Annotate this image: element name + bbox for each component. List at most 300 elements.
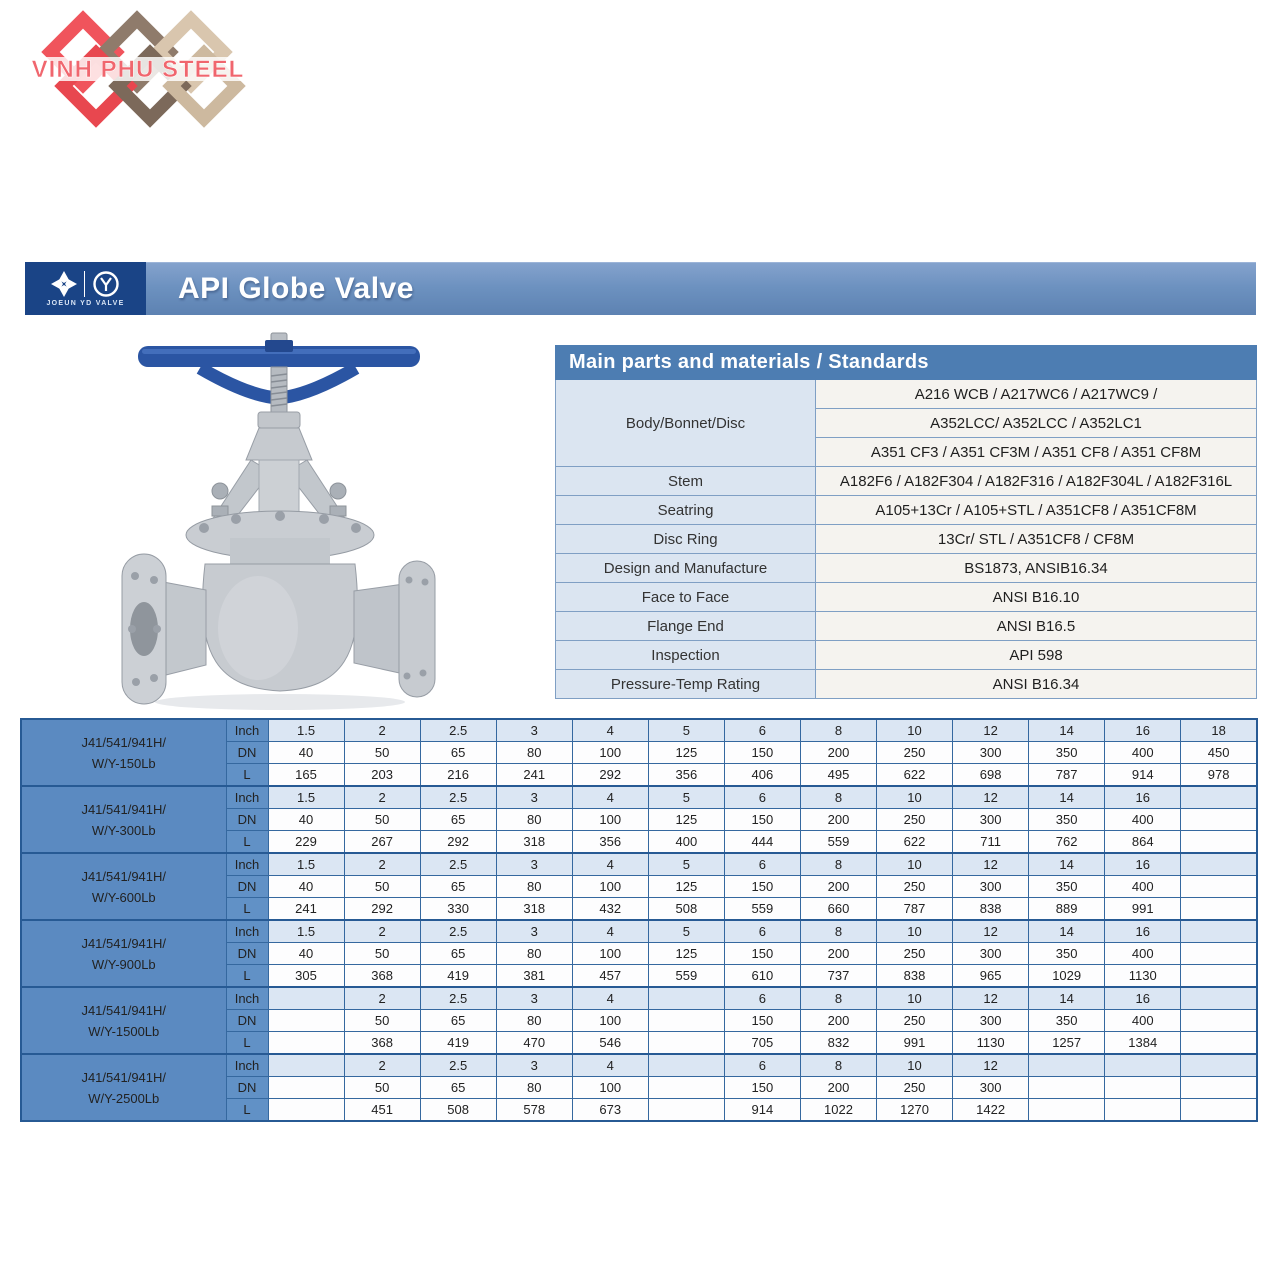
model-rating: W/Y-2500Lb	[88, 1090, 160, 1106]
dim-value-cell: 40	[268, 809, 344, 831]
materials-row	[556, 496, 1257, 525]
dim-value-cell: 16	[1105, 853, 1181, 876]
dim-value-cell: 622	[877, 831, 953, 854]
dim-value-cell: 12	[953, 786, 1029, 809]
dim-value-cell: 419	[420, 965, 496, 988]
dim-value-cell: 16	[1105, 920, 1181, 943]
materials-row	[556, 467, 1257, 496]
dim-value-cell: 5	[648, 920, 724, 943]
dim-value-cell: 200	[800, 943, 876, 965]
dim-value-cell: 1422	[953, 1099, 1029, 1122]
dim-value-cell: 100	[572, 1077, 648, 1099]
dim-value-cell: 250	[877, 1010, 953, 1032]
dim-value-cell	[648, 1010, 724, 1032]
dim-value-cell: 14	[1029, 987, 1105, 1010]
dim-value-cell: 12	[953, 719, 1029, 742]
material-part-label: Disc Ring	[556, 525, 816, 554]
dim-value-cell: 3	[496, 853, 572, 876]
dim-value-cell: 3	[496, 719, 572, 742]
dim-value-cell: 150	[724, 943, 800, 965]
dim-value-cell: 419	[420, 1032, 496, 1055]
dim-value-cell	[1181, 1010, 1257, 1032]
dim-value-cell: 559	[648, 965, 724, 988]
material-spec-value: ANSI B16.34	[816, 670, 1257, 699]
dim-value-cell: 1022	[800, 1099, 876, 1122]
page-title: API Globe Valve	[178, 272, 414, 305]
dim-value-cell: 65	[420, 1010, 496, 1032]
dimension-row	[21, 987, 1257, 1010]
dim-value-cell: 80	[496, 809, 572, 831]
brand-divider	[84, 271, 85, 297]
dim-value-cell	[1105, 1054, 1181, 1077]
material-part-label: Body/Bonnet/Disc	[556, 380, 816, 467]
dim-value-cell	[648, 987, 724, 1010]
dim-value-cell: 50	[344, 943, 420, 965]
dim-value-cell: 832	[800, 1032, 876, 1055]
row-header-dn: DN	[226, 943, 268, 965]
dim-value-cell: 546	[572, 1032, 648, 1055]
dim-value-cell: 18	[1181, 719, 1257, 742]
dim-value-cell: 318	[496, 898, 572, 921]
model-label-cell	[21, 719, 226, 786]
row-header-dn: DN	[226, 876, 268, 898]
logo-diamonds-graphic	[28, 10, 248, 128]
dim-value-cell: 991	[1105, 898, 1181, 921]
dim-value-cell: 2.5	[420, 987, 496, 1010]
dim-value-cell: 2	[344, 719, 420, 742]
material-spec-value: A216 WCB / A217WC6 / A217WC9 /	[816, 380, 1257, 409]
dim-value-cell: 65	[420, 876, 496, 898]
dim-value-cell	[1181, 965, 1257, 988]
dim-value-cell: 200	[800, 1077, 876, 1099]
row-header-l: L	[226, 1032, 268, 1055]
dim-value-cell: 125	[648, 943, 724, 965]
dim-value-cell: 1.5	[268, 853, 344, 876]
dim-value-cell	[268, 1099, 344, 1122]
model-series: J41/541/941H/	[81, 734, 167, 750]
dim-value-cell: 150	[724, 1077, 800, 1099]
brand-caption: JOEUN YD VALVE	[46, 300, 125, 307]
dim-value-cell: 4	[572, 853, 648, 876]
dim-value-cell: 200	[800, 876, 876, 898]
dim-value-cell: 40	[268, 876, 344, 898]
dim-value-cell: 318	[496, 831, 572, 854]
dim-value-cell: 80	[496, 742, 572, 764]
dimension-row	[21, 920, 1257, 943]
dim-value-cell: 40	[268, 742, 344, 764]
dim-value-cell: 16	[1105, 786, 1181, 809]
material-spec-value: A182F6 / A182F304 / A182F316 / A182F304L / A182F316L	[816, 467, 1257, 496]
material-spec-value: ANSI B16.5	[816, 612, 1257, 641]
dim-value-cell	[1181, 831, 1257, 854]
dim-value-cell: 400	[1105, 1010, 1181, 1032]
dim-value-cell: 400	[1105, 742, 1181, 764]
globe-valve-illustration	[108, 328, 453, 713]
dim-value-cell: 4	[572, 987, 648, 1010]
model-rating: W/Y-1500Lb	[88, 1023, 160, 1039]
dim-value-cell: 4	[572, 920, 648, 943]
dim-value-cell: 305	[268, 965, 344, 988]
model-label-cell	[21, 920, 226, 987]
dim-value-cell: 8	[800, 853, 876, 876]
dim-value-cell: 991	[877, 1032, 953, 1055]
dim-value-cell: 241	[268, 898, 344, 921]
dim-value-cell: 65	[420, 1077, 496, 1099]
dim-value-cell: 100	[572, 876, 648, 898]
dim-value-cell: 50	[344, 1010, 420, 1032]
row-header-l: L	[226, 965, 268, 988]
dim-value-cell: 216	[420, 764, 496, 787]
dim-value-cell	[1181, 898, 1257, 921]
dim-value-cell: 300	[953, 742, 1029, 764]
dim-value-cell	[1181, 1032, 1257, 1055]
dim-value-cell: 300	[953, 943, 1029, 965]
dim-value-cell: 100	[572, 809, 648, 831]
dim-value-cell	[1181, 876, 1257, 898]
dim-value-cell: 14	[1029, 853, 1105, 876]
dim-value-cell: 10	[877, 719, 953, 742]
material-spec-value: A352LCC/ A352LCC / A352LC1	[816, 409, 1257, 438]
dim-value-cell: 2	[344, 920, 420, 943]
section-header-bar	[25, 262, 1256, 315]
dim-value-cell: 6	[724, 1054, 800, 1077]
dim-value-cell: 400	[1105, 876, 1181, 898]
dimension-row	[21, 719, 1257, 742]
dim-value-cell: 705	[724, 1032, 800, 1055]
dim-value-cell: 350	[1029, 943, 1105, 965]
dim-value-cell: 200	[800, 1010, 876, 1032]
dim-value-cell: 80	[496, 943, 572, 965]
dim-value-cell: 914	[1105, 764, 1181, 787]
dimensions-table	[20, 718, 1258, 1122]
dim-value-cell	[1029, 1077, 1105, 1099]
dim-value-cell: 470	[496, 1032, 572, 1055]
dim-value-cell: 711	[953, 831, 1029, 854]
row-header-l: L	[226, 1099, 268, 1122]
dim-value-cell: 150	[724, 1010, 800, 1032]
dim-value-cell: 356	[572, 831, 648, 854]
dim-value-cell: 400	[648, 831, 724, 854]
dim-value-cell: 3	[496, 987, 572, 1010]
dim-value-cell: 737	[800, 965, 876, 988]
dim-value-cell	[1181, 853, 1257, 876]
dim-value-cell	[1105, 1099, 1181, 1122]
valve-product-image	[108, 328, 453, 713]
dim-value-cell: 2	[344, 853, 420, 876]
dim-value-cell: 356	[648, 764, 724, 787]
dim-value-cell: 6	[724, 987, 800, 1010]
dim-value-cell: 578	[496, 1099, 572, 1122]
dim-value-cell	[648, 1099, 724, 1122]
dim-value-cell	[1181, 809, 1257, 831]
dim-value-cell: 2.5	[420, 920, 496, 943]
dim-value-cell: 200	[800, 742, 876, 764]
model-label-cell	[21, 786, 226, 853]
dim-value-cell: 2	[344, 987, 420, 1010]
dim-value-cell: 300	[953, 876, 1029, 898]
brand-box	[25, 262, 146, 315]
dim-value-cell: 838	[953, 898, 1029, 921]
dim-value-cell: 914	[724, 1099, 800, 1122]
dim-value-cell: 787	[877, 898, 953, 921]
dim-value-cell: 50	[344, 742, 420, 764]
row-header-inch: Inch	[226, 786, 268, 809]
dim-value-cell: 2	[344, 786, 420, 809]
dim-value-cell: 125	[648, 876, 724, 898]
dim-value-cell: 125	[648, 742, 724, 764]
dim-value-cell: 450	[1181, 742, 1257, 764]
row-header-l: L	[226, 764, 268, 787]
dimension-row	[21, 853, 1257, 876]
dim-value-cell: 787	[1029, 764, 1105, 787]
dim-value-cell: 6	[724, 786, 800, 809]
materials-row	[556, 641, 1257, 670]
dim-value-cell: 5	[648, 853, 724, 876]
dim-value-cell: 10	[877, 1054, 953, 1077]
row-header-inch: Inch	[226, 1054, 268, 1077]
dim-value-cell	[648, 1077, 724, 1099]
materials-title: Main parts and materials / Standards	[556, 346, 1257, 380]
dim-value-cell: 6	[724, 719, 800, 742]
dim-value-cell	[268, 1010, 344, 1032]
dim-value-cell: 40	[268, 943, 344, 965]
model-label-cell	[21, 853, 226, 920]
dim-value-cell: 80	[496, 1077, 572, 1099]
material-spec-value: 13Cr/ STL / A351CF8 / CF8M	[816, 525, 1257, 554]
dim-value-cell: 250	[877, 742, 953, 764]
dim-value-cell: 1257	[1029, 1032, 1105, 1055]
dim-value-cell: 267	[344, 831, 420, 854]
dim-value-cell: 100	[572, 742, 648, 764]
model-rating: W/Y-900Lb	[91, 956, 156, 972]
dim-value-cell: 10	[877, 786, 953, 809]
dim-value-cell: 559	[800, 831, 876, 854]
dim-value-cell: 350	[1029, 876, 1105, 898]
dim-value-cell: 250	[877, 876, 953, 898]
dim-value-cell: 50	[344, 876, 420, 898]
dim-value-cell: 100	[572, 943, 648, 965]
circle-y-logo-icon	[92, 270, 120, 298]
dim-value-cell: 2.5	[420, 853, 496, 876]
model-rating: W/Y-150Lb	[91, 755, 156, 771]
dim-value-cell: 8	[800, 719, 876, 742]
model-series: J41/541/941H/	[81, 1069, 167, 1085]
dim-value-cell: 2	[344, 1054, 420, 1077]
row-header-inch: Inch	[226, 853, 268, 876]
dim-value-cell: 10	[877, 853, 953, 876]
dim-value-cell: 300	[953, 809, 1029, 831]
dim-value-cell: 16	[1105, 719, 1181, 742]
model-label-cell	[21, 1054, 226, 1121]
material-part-label: Design and Manufacture	[556, 554, 816, 583]
dim-value-cell: 6	[724, 853, 800, 876]
dim-value-cell: 65	[420, 943, 496, 965]
dim-value-cell: 12	[953, 920, 1029, 943]
dim-value-cell: 660	[800, 898, 876, 921]
row-header-dn: DN	[226, 1077, 268, 1099]
material-spec-value: API 598	[816, 641, 1257, 670]
dim-value-cell: 8	[800, 786, 876, 809]
dim-value-cell: 65	[420, 809, 496, 831]
row-header-inch: Inch	[226, 719, 268, 742]
material-spec-value: A351 CF3 / A351 CF3M / A351 CF8 / A351 CF8M	[816, 438, 1257, 467]
row-header-l: L	[226, 831, 268, 854]
dim-value-cell: 978	[1181, 764, 1257, 787]
dim-value-cell	[648, 1032, 724, 1055]
material-part-label: Inspection	[556, 641, 816, 670]
dim-value-cell: 292	[572, 764, 648, 787]
maltese-cross-icon	[51, 271, 77, 297]
dim-value-cell	[268, 1077, 344, 1099]
dim-value-cell	[1181, 786, 1257, 809]
dim-value-cell: 1.5	[268, 786, 344, 809]
dim-value-cell	[648, 1054, 724, 1077]
dim-value-cell: 50	[344, 809, 420, 831]
material-part-label: Pressure-Temp Rating	[556, 670, 816, 699]
materials-row	[556, 583, 1257, 612]
material-part-label: Flange End	[556, 612, 816, 641]
dim-value-cell: 6	[724, 920, 800, 943]
dim-value-cell: 1130	[953, 1032, 1029, 1055]
dim-value-cell: 250	[877, 1077, 953, 1099]
dim-value-cell: 350	[1029, 809, 1105, 831]
dim-value-cell: 2.5	[420, 1054, 496, 1077]
dim-value-cell: 1.5	[268, 920, 344, 943]
dim-value-cell: 406	[724, 764, 800, 787]
dim-value-cell: 508	[648, 898, 724, 921]
dim-value-cell: 250	[877, 943, 953, 965]
dim-value-cell	[1105, 1077, 1181, 1099]
dim-value-cell: 1384	[1105, 1032, 1181, 1055]
model-label-cell	[21, 987, 226, 1054]
dim-value-cell: 292	[420, 831, 496, 854]
dim-value-cell: 610	[724, 965, 800, 988]
dim-value-cell: 150	[724, 876, 800, 898]
title-bar	[146, 262, 1256, 315]
dim-value-cell: 100	[572, 1010, 648, 1032]
logo-text: VINH PHU STEEL	[31, 56, 245, 83]
dim-value-cell	[1181, 1077, 1257, 1099]
dim-value-cell: 698	[953, 764, 1029, 787]
dim-value-cell: 451	[344, 1099, 420, 1122]
materials-row	[556, 380, 1257, 409]
materials-row	[556, 612, 1257, 641]
dim-value-cell: 50	[344, 1077, 420, 1099]
dim-value-cell	[1181, 920, 1257, 943]
dim-value-cell: 150	[724, 809, 800, 831]
dim-value-cell: 889	[1029, 898, 1105, 921]
model-series: J41/541/941H/	[81, 868, 167, 884]
dim-value-cell: 12	[953, 1054, 1029, 1077]
dim-value-cell: 350	[1029, 1010, 1105, 1032]
dim-value-cell: 12	[953, 853, 1029, 876]
material-spec-value: ANSI B16.10	[816, 583, 1257, 612]
dim-value-cell: 300	[953, 1010, 1029, 1032]
material-part-label: Stem	[556, 467, 816, 496]
dim-value-cell: 65	[420, 742, 496, 764]
model-series: J41/541/941H/	[81, 801, 167, 817]
dim-value-cell: 2.5	[420, 786, 496, 809]
dim-value-cell: 400	[1105, 943, 1181, 965]
dim-value-cell: 80	[496, 1010, 572, 1032]
dim-value-cell	[1029, 1054, 1105, 1077]
dim-value-cell: 368	[344, 1032, 420, 1055]
dim-value-cell: 864	[1105, 831, 1181, 854]
brand-icons	[51, 270, 120, 298]
model-rating: W/Y-600Lb	[91, 889, 156, 905]
material-spec-value: BS1873, ANSIB16.34	[816, 554, 1257, 583]
dim-value-cell: 457	[572, 965, 648, 988]
row-header-dn: DN	[226, 809, 268, 831]
row-header-l: L	[226, 898, 268, 921]
material-part-label: Seatring	[556, 496, 816, 525]
dim-value-cell: 330	[420, 898, 496, 921]
dim-value-cell: 12	[953, 987, 1029, 1010]
dim-value-cell: 444	[724, 831, 800, 854]
row-header-inch: Inch	[226, 987, 268, 1010]
dim-value-cell: 250	[877, 809, 953, 831]
dim-value-cell	[1181, 987, 1257, 1010]
dim-value-cell: 495	[800, 764, 876, 787]
material-part-label: Face to Face	[556, 583, 816, 612]
dim-value-cell: 5	[648, 719, 724, 742]
dim-value-cell	[268, 987, 344, 1010]
materials-row	[556, 525, 1257, 554]
dim-value-cell	[1181, 943, 1257, 965]
dim-value-cell: 292	[344, 898, 420, 921]
dim-value-cell: 2.5	[420, 719, 496, 742]
dim-value-cell: 400	[1105, 809, 1181, 831]
dim-value-cell: 368	[344, 965, 420, 988]
dimension-row	[21, 786, 1257, 809]
materials-row	[556, 670, 1257, 699]
dim-value-cell: 241	[496, 764, 572, 787]
dim-value-cell	[1029, 1099, 1105, 1122]
dim-value-cell: 200	[800, 809, 876, 831]
dim-value-cell: 432	[572, 898, 648, 921]
dim-value-cell: 8	[800, 1054, 876, 1077]
dim-value-cell: 8	[800, 920, 876, 943]
dim-value-cell: 8	[800, 987, 876, 1010]
dim-value-cell: 150	[724, 742, 800, 764]
model-series: J41/541/941H/	[81, 935, 167, 951]
dim-value-cell	[1181, 1099, 1257, 1122]
row-header-inch: Inch	[226, 920, 268, 943]
dim-value-cell: 350	[1029, 742, 1105, 764]
dim-value-cell: 14	[1029, 920, 1105, 943]
dim-value-cell: 1029	[1029, 965, 1105, 988]
dim-value-cell: 508	[420, 1099, 496, 1122]
dim-value-cell: 965	[953, 965, 1029, 988]
dim-value-cell: 4	[572, 786, 648, 809]
model-rating: W/Y-300Lb	[91, 822, 156, 838]
dim-value-cell: 381	[496, 965, 572, 988]
company-logo	[28, 10, 248, 128]
dim-value-cell	[268, 1032, 344, 1055]
dim-value-cell: 14	[1029, 719, 1105, 742]
materials-row	[556, 554, 1257, 583]
dim-value-cell: 3	[496, 1054, 572, 1077]
dim-value-cell: 300	[953, 1077, 1029, 1099]
dim-value-cell: 80	[496, 876, 572, 898]
dim-value-cell	[1181, 1054, 1257, 1077]
materials-standards-table	[555, 345, 1257, 699]
dim-value-cell: 4	[572, 1054, 648, 1077]
dim-value-cell: 4	[572, 719, 648, 742]
dim-value-cell: 229	[268, 831, 344, 854]
dimension-row	[21, 1054, 1257, 1077]
dim-value-cell: 1.5	[268, 719, 344, 742]
